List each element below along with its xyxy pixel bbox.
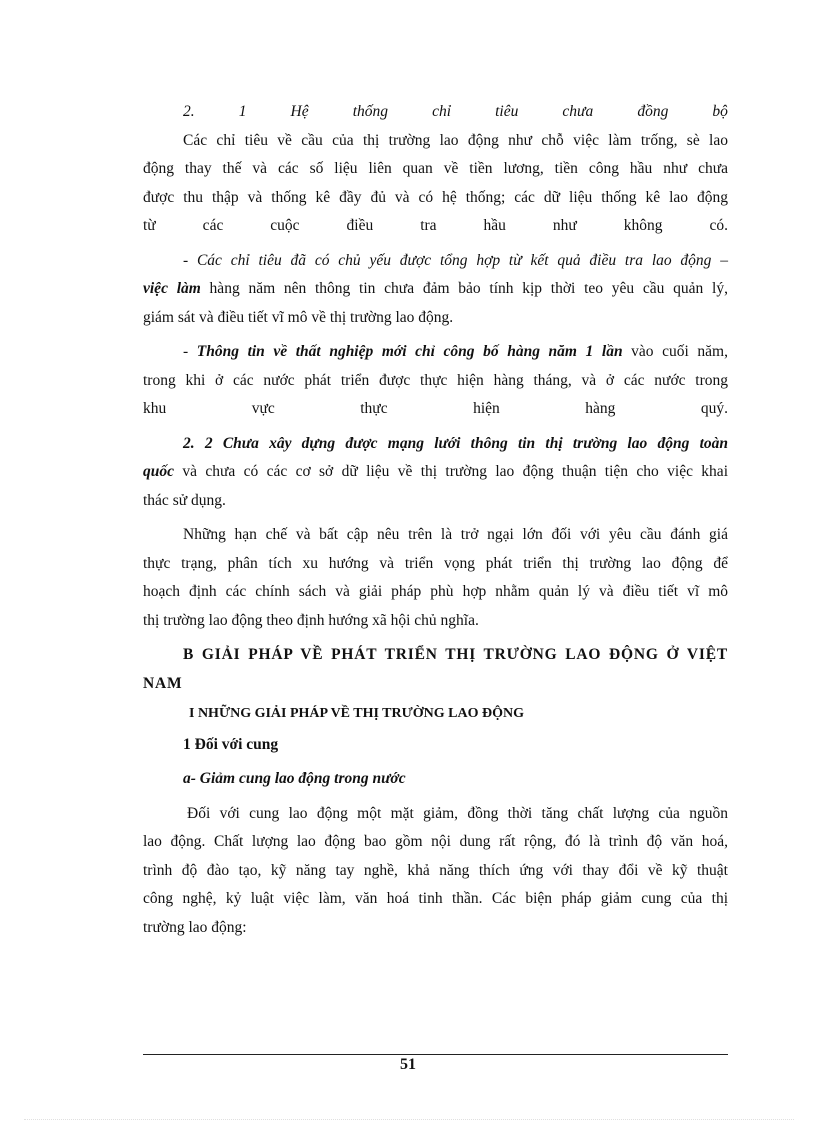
text-line: từ các cuộc điều tra hầu như không có. xyxy=(143,217,728,234)
bold-phrase: việc làm xyxy=(143,280,201,297)
text-span: - xyxy=(183,343,197,360)
text-line-mixed xyxy=(143,458,728,487)
heading-word: bộ xyxy=(712,103,728,120)
page-edge-divider xyxy=(24,1119,794,1120)
document-body xyxy=(143,98,728,942)
heading-word: thống xyxy=(352,103,388,120)
bold-phrase: Thông tin về thất nghiệp mới chỉ công bố hàng năm 1 lần xyxy=(196,343,623,360)
text-line: Các chỉ tiêu về cầu của thị trường lao động như chỗ việc làm trống, sè lao xyxy=(183,131,728,149)
text-line: động thay thế và các số liệu liên quan về tiền lương, tiền công hầu như chưa xyxy=(143,160,728,177)
paragraph-limitations xyxy=(143,521,728,635)
text-line: Những hạn chế và bất cập nêu trên là trở ngại lớn đối với yêu cầu đánh giá xyxy=(183,526,728,543)
heading-word: Hệ xyxy=(290,103,309,120)
text-line: lao động. Chất lượng lao động bao gồm nội dung rất rộng, đó là trình độ văn hoá, xyxy=(143,833,728,850)
heading-2-1 xyxy=(143,98,728,127)
text-line: NAM xyxy=(143,674,183,692)
text-span: và chưa có các cơ sở dữ liệu về thị trường lao động thuận tiện cho việc khai xyxy=(174,463,728,480)
section-a-heading: a- Giảm cung lao động trong nước xyxy=(183,770,406,787)
text-span: vào cuối năm, xyxy=(622,343,728,360)
paragraph-labor-supply xyxy=(143,800,728,943)
text-line: trường lao động: xyxy=(143,918,247,936)
text-line: trình độ đào tạo, kỹ năng tay nghề, khả năng thích ứng với thay đổi về kỹ thuật xyxy=(143,861,728,879)
paragraph-demand-indicators xyxy=(143,127,728,241)
text-line: khu vực thực hiện hàng quý. xyxy=(143,400,728,417)
text-line: thác sử dụng. xyxy=(143,491,226,509)
text-line: 2. 2 Chưa xây dựng được mạng lưới thông tin thị trường lao động toàn xyxy=(183,434,728,452)
heading-word: 1 xyxy=(238,103,247,120)
paragraph-indicators-survey xyxy=(143,247,728,333)
text-line: được thu thập và thống kê đầy đủ và có hệ thống; các dữ liệu thống kê lao động xyxy=(143,188,728,206)
paragraph-2-2 xyxy=(143,430,728,516)
text-line: công nghệ, kỷ luật việc làm, văn hoá tinh thần. Các biện pháp giảm cung của thị xyxy=(143,890,728,907)
heading-word: 2. xyxy=(183,103,195,120)
text-line: trong khi ở các nước phát triển được thực hiện hàng tháng, và ở các nước trong xyxy=(143,371,728,389)
page-number: 51 xyxy=(400,1056,416,1073)
heading-word: chỉ xyxy=(432,103,452,120)
bold-phrase: quốc xyxy=(143,463,174,480)
section-i-heading: I NHỮNG GIẢI PHÁP VỀ THỊ TRƯỜNG LAO ĐỘNG xyxy=(189,706,525,721)
text-span: hàng năm nên thông tin chưa đảm bảo tính kịp thời teo yêu cầu quản lý, xyxy=(200,280,728,297)
text-line: thị trường lao động theo định hướng xã hội chủ nghĩa. xyxy=(143,611,479,629)
text-line: - Các chỉ tiêu đã có chủ yếu được tổng hợp từ kết quả điều tra lao động – xyxy=(183,251,728,269)
heading-word: đồng xyxy=(637,103,669,120)
heading-word: chưa xyxy=(562,103,594,120)
text-line: hoạch định các chính sách và giải pháp phù hợp nhằm quản lý và điều tiết vĩ mô xyxy=(143,583,728,600)
text-line: Đối với cung lao động một mặt giảm, đồng thời tăng chất lượng của nguồn xyxy=(187,804,728,822)
text-line-mixed xyxy=(143,275,728,304)
text-line: thực trạng, phân tích xu hướng và triển vọng phát triển thị trường lao động để xyxy=(143,554,728,572)
footer-rule xyxy=(143,1054,728,1055)
paragraph-unemployment-info xyxy=(143,338,728,424)
text-line-mixed xyxy=(143,338,728,367)
text-line: giám sát và điều tiết vĩ mô về thị trường lao động. xyxy=(143,308,454,326)
text-line: B GIẢI PHÁP VỀ PHÁT TRIỂN THỊ TRƯỜNG LAO ĐỘNG Ở VIỆT xyxy=(183,646,728,663)
heading-word: tiêu xyxy=(495,103,519,120)
section-1-heading: 1 Đối với cung xyxy=(183,735,279,753)
section-b-heading xyxy=(143,641,728,698)
